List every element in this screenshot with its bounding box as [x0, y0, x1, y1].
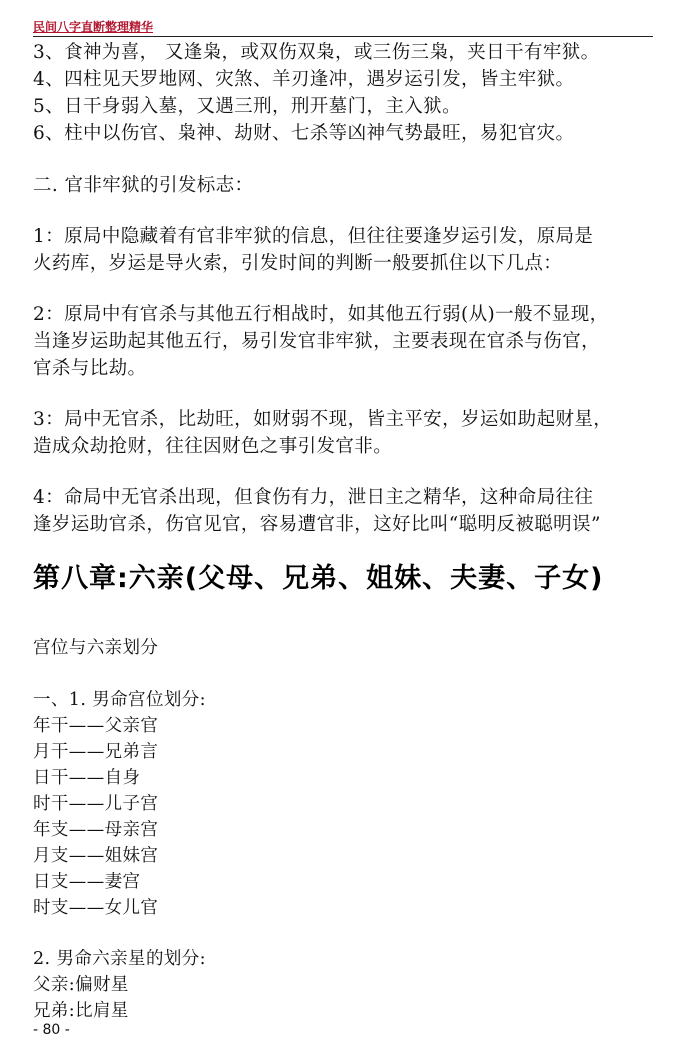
paragraph-line: 当逢岁运助起其他五行，易引发官非牢狱，主要表现在官杀与伤官， — [33, 331, 601, 352]
paragraph-line: 3：局中无官杀，比劫旺，如财弱不现，皆主平安，岁运如助起财星， — [33, 409, 613, 430]
palace-item: 年支——母亲宫 — [33, 820, 159, 840]
paragraph-line: 官杀与比劫。 — [33, 358, 147, 379]
text-line: 6、柱中以伤官、枭神、劫财、七杀等凶神气势最旺，易犯官灾。 — [33, 123, 575, 144]
paragraph-line: 1：原局中隐藏着有官非牢狱的信息，但往往要逢岁运引发，原局是 — [33, 226, 594, 247]
palace-subheading: 2. 男命六亲星的划分: — [33, 949, 206, 969]
section-heading: 二. 官非牢狱的引发标志： — [33, 175, 254, 196]
palace-item: 日干——自身 — [33, 768, 141, 788]
palace-item: 时干——儿子宫 — [33, 794, 159, 814]
page-header — [33, 16, 653, 37]
palace-item: 时支——女儿官 — [33, 898, 159, 918]
star-item: 兄弟:比肩星 — [33, 1001, 129, 1021]
palace-item: 月支——姐妹宫 — [33, 846, 159, 866]
chapter-title: 第八章:六亲(父母、兄弟、姐妹、夫妻、子女) — [33, 563, 604, 594]
header-title: 民间八字直断整理精华 — [33, 20, 154, 34]
palace-item: 年干——父亲官 — [33, 716, 159, 736]
text-line: 5、日干身弱入墓，又遇三刑，刑开墓门，主入狱。 — [33, 96, 461, 117]
paragraph-line: 4：命局中无官杀出现，但食伤有力，泄日主之精华，这种命局往往 — [33, 487, 594, 508]
paragraph-line: 逢岁运助官杀，伤官见官，容易遭官非，这好比叫“聪明反被聪明误” — [33, 514, 601, 535]
paragraph-line: 2：原局中有官杀与其他五行相战时，如其他五行弱(从)一般不显现， — [33, 304, 609, 325]
palace-item: 日支——妻宫 — [33, 872, 141, 892]
palace-subheading: 一、1. 男命宫位划分: — [33, 690, 206, 710]
palace-item: 月干——兄弟言 — [33, 742, 159, 762]
text-line: 3、食神为喜， 又逢枭，或双伤双枭，或三伤三枭，夹日干有牢狱。 — [33, 42, 600, 63]
text-line: 4、四柱见天罗地网、灾煞、羊刃逢冲，遇岁运引发，皆主牢狱。 — [33, 69, 575, 90]
palace-heading: 宫位与六亲划分 — [33, 638, 159, 658]
page-number: - 80 - — [33, 1022, 70, 1038]
paragraph-line: 造成众劫抢财，往往因财色之事引发官非。 — [33, 436, 393, 457]
paragraph-line: 火药库，岁运是导火索，引发时间的判断一般要抓住以下几点： — [33, 253, 563, 274]
star-item: 父亲:偏财星 — [33, 975, 129, 995]
